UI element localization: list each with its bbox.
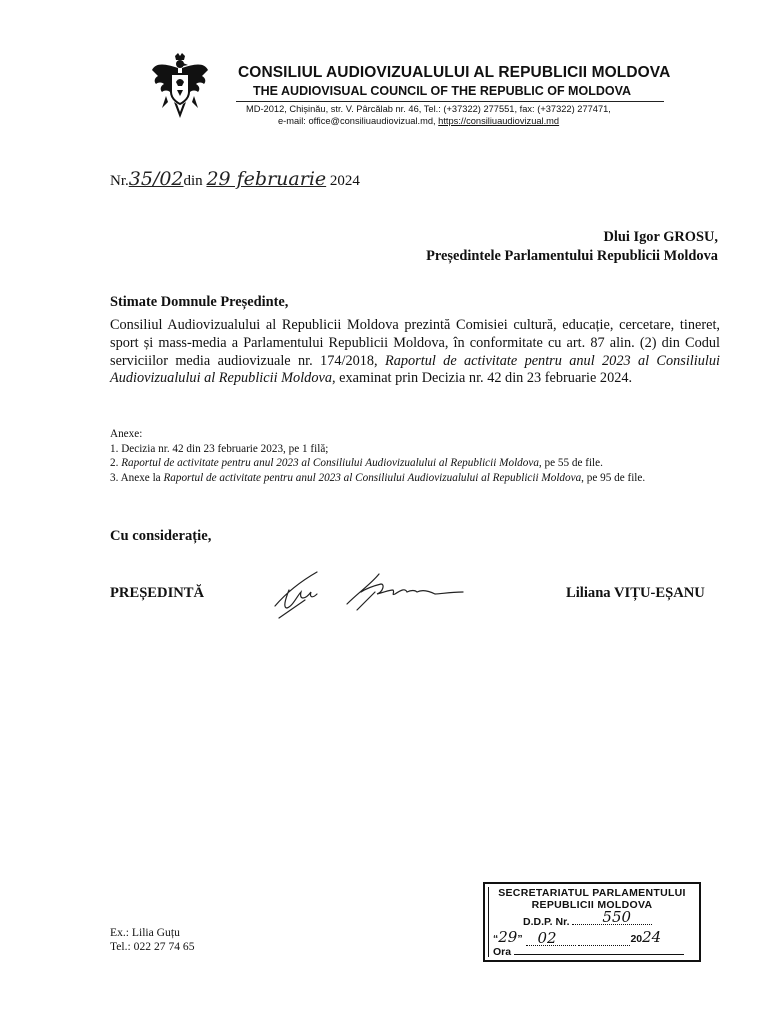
- executant-name: Ex.: Lilia Guțu: [110, 926, 180, 939]
- signatory-title: PREȘEDINTĂ: [110, 585, 205, 601]
- body-text-part2: , examinat prin Decizia nr. 42 din 23 februarie 2024.: [331, 370, 633, 387]
- stamp-ddp-value: 550: [602, 908, 632, 926]
- stamp-ora-label: Ora: [493, 946, 512, 958]
- stamp-year-suffix: 24: [642, 928, 662, 946]
- annex-item-2-number: 2.: [110, 457, 122, 469]
- salutation: Stimate Domnule Președinte,: [110, 294, 289, 310]
- annex-item-3-title: Raportul de activitate pentru anul 2023 al Consiliului Audiovizualului al Republicii Moldova: [163, 471, 582, 484]
- addressee-title: Președintele Parlamentului Republicii Moldova: [426, 248, 718, 264]
- executant-info: [110, 926, 195, 954]
- stamp-day: 29: [498, 928, 518, 946]
- stamp-open-quote: “: [493, 933, 499, 945]
- annex-item-2-title: Raportul de activitate pentru anul 2023 al Consiliului Audiovizualului al Republicii Moldova: [121, 457, 539, 469]
- coat-of-arms-icon: [148, 52, 212, 120]
- annex-item-3: [110, 471, 722, 486]
- stamp-time-row: [493, 946, 684, 958]
- stamp-month: 02: [537, 929, 557, 947]
- registration-nr-label: Nr.: [110, 173, 129, 189]
- annex-item-1: 1. Decizia nr. 42 din 23 februarie 2023, pe 1 filă;: [110, 442, 329, 455]
- letterhead-title-ro: CONSILIUL AUDIOVIZUALULUI AL REPUBLICII MOLDOVA: [238, 64, 671, 81]
- letter-body: [110, 317, 720, 388]
- annex-item-3-pages: , pe 95 de file.: [581, 471, 646, 484]
- annex-item-2-pages: , pe 55 de file.: [538, 457, 603, 469]
- annex-list: [110, 427, 722, 485]
- letterhead-contact: [278, 116, 559, 126]
- registration-din-label: din: [183, 173, 203, 189]
- letterhead-email: e-mail: office@consiliuaudiovizual.md,: [278, 116, 436, 126]
- letterhead-title-en: THE AUDIOVISUAL COUNCIL OF THE REPUBLIC OF MOLDOVA: [253, 84, 632, 98]
- stamp-org-line2: REPUBLICII MOLDOVA: [531, 899, 653, 911]
- signatory-name: Liliana VIȚU-EȘANU: [566, 585, 705, 601]
- registration-nr-value: 35/02: [128, 168, 184, 190]
- letterhead-divider: [236, 101, 664, 102]
- registration-year: 2024: [329, 173, 360, 189]
- stamp-ora-field: [514, 946, 684, 955]
- letterhead-address: MD-2012, Chișinău, str. V. Pârcălab nr. 46, Tel.: (+37322) 277551, fax: (+37322) 277471,: [246, 104, 611, 114]
- stamp-ddp-field: [572, 908, 652, 926]
- registration-stamp: [483, 882, 701, 962]
- stamp-month-field: [526, 929, 576, 947]
- registration-line: [110, 168, 360, 190]
- stamp-org-line1: SECRETARIATUL PARLAMENTULUI: [498, 887, 686, 899]
- stamp-date-row: [493, 928, 661, 946]
- addressee-name: Dlui Igor GROSU,: [603, 229, 718, 245]
- addressee-block: [426, 228, 718, 266]
- stamp-ddp-number-row: [523, 908, 652, 928]
- body-text-part1: Consiliul Audiovizualului al Republicii Moldova prezintă Comisiei cultură, educație, cercetare, tineret, sport și mass-media a Parlamentului Republicii Moldova, în conformitate cu art. 87 alin. (2) din Codul serviciilor media audiovizuale nr. 174/2018,: [110, 317, 720, 369]
- annex-item-2: [110, 456, 722, 471]
- registration-date: 29 februarie: [206, 168, 327, 190]
- stamp-close-quote: ”: [517, 933, 523, 945]
- executant-phone: Tel.: 022 27 74 65: [110, 940, 195, 953]
- annex-item-3-prefix: 3. Anexe la: [110, 471, 164, 484]
- body-text-report-title: Raportul de activitate pentru anul 2023 al Consiliului Audiovizualului al Republicii Moldova: [110, 352, 720, 387]
- closing-phrase: Cu considerație,: [110, 528, 212, 544]
- stamp-year-prefix: 20: [630, 933, 643, 945]
- handwritten-signature: [265, 562, 475, 622]
- stamp-year-field: [578, 933, 630, 946]
- stamp-ddp-label: D.D.P. Nr.: [523, 916, 570, 928]
- letterhead-website-link[interactable]: https://consiliuaudiovizual.md: [438, 116, 560, 126]
- annex-heading: Anexe:: [110, 428, 143, 440]
